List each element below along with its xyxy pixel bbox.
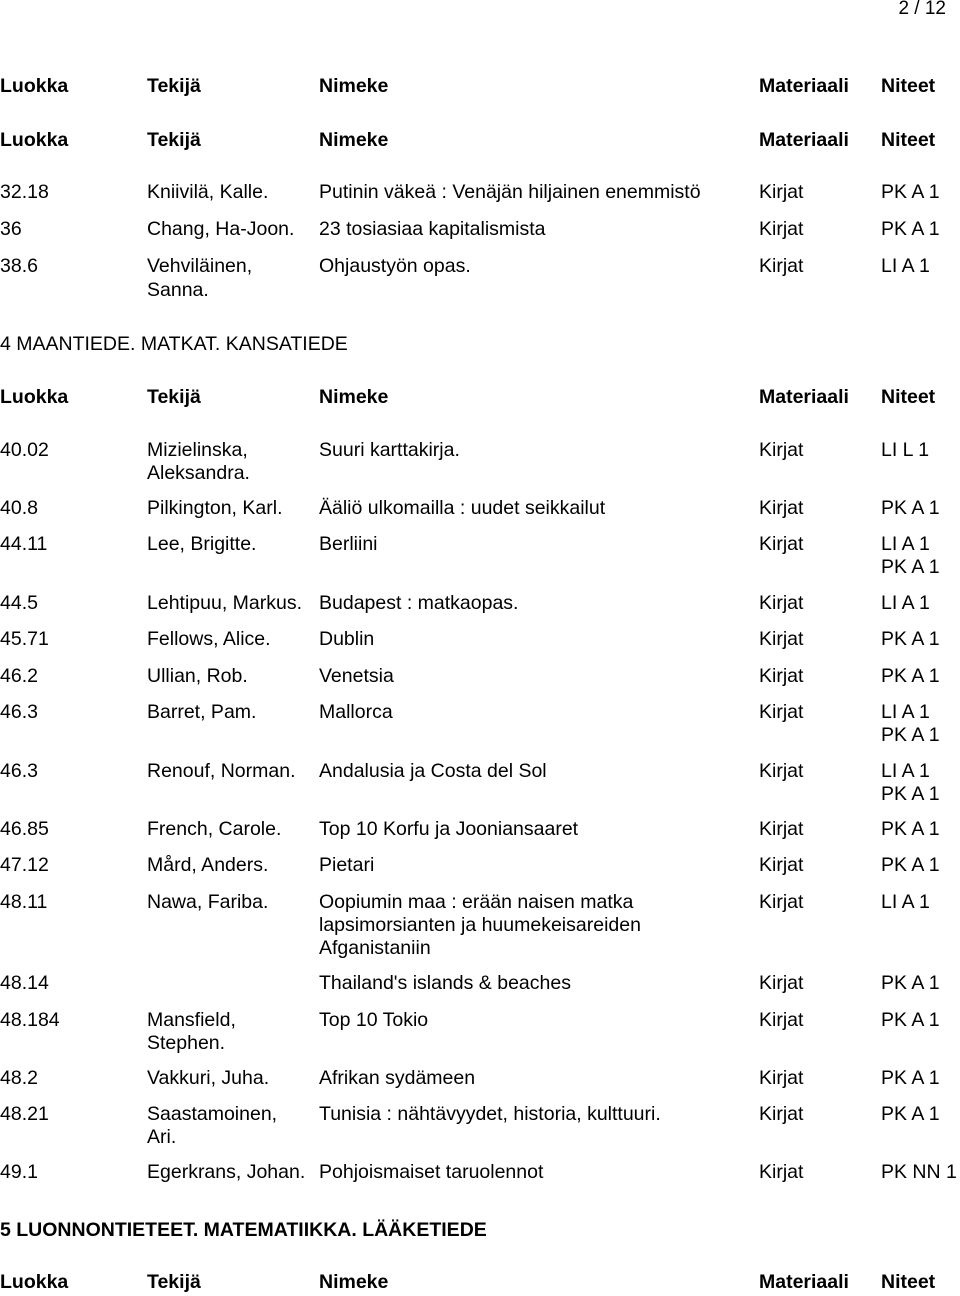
cell-materiaali: Kirjat (759, 818, 804, 840)
cell-nimeke: Mallorca (319, 701, 393, 723)
table-row (0, 591, 960, 615)
cell-niteet: LI A 1 (881, 891, 930, 913)
cell-luokka: 48.11 (0, 891, 48, 913)
cell-luokka: 46.85 (0, 818, 49, 840)
cell-luokka: 48.21 (0, 1103, 49, 1125)
cell-nimeke: Tunisia : nähtävyydet, historia, kulttuuri. (319, 1103, 661, 1125)
cell-nimeke: Putinin väkeä : Venäjän hiljainen enemmistö (319, 181, 701, 203)
cell-nimeke: Venetsia (319, 665, 394, 687)
cell-niteet: LI A 1 (881, 255, 930, 277)
table-row (0, 1008, 960, 1054)
cell-luokka: 40.02 (0, 439, 49, 461)
cell-tekija-cont: Ari. (147, 1126, 177, 1148)
cell-tekija: Lehtipuu, Markus. (147, 592, 303, 614)
header-niteet: Niteet (881, 386, 936, 408)
cell-luokka: 36 (0, 218, 22, 240)
cell-materiaali: Kirjat (759, 218, 804, 240)
cell-niteet: PK A 1 (881, 854, 940, 876)
cell-tekija: Mård, Anders. (147, 854, 269, 876)
section-heading: 5 LUONNONTIETEET. MATEMATIIKKA. LÄÄKETIEDE (0, 1219, 487, 1241)
header-tekija: Tekijä (147, 75, 201, 97)
cell-luokka: 40.8 (0, 497, 38, 519)
cell-materiaali: Kirjat (759, 701, 804, 723)
cell-nimeke: Thailand's islands & beaches (319, 972, 571, 994)
cell-niteet: PK A 1 (881, 1067, 940, 1089)
cell-tekija: Fellows, Alice. (147, 628, 271, 650)
header-tekija: Tekijä (147, 129, 201, 151)
cell-nimeke: Oopiumin maa : erään naisen matka (319, 891, 634, 913)
cell-materiaali: Kirjat (759, 439, 804, 461)
header-materiaali: Materiaali (759, 1271, 849, 1293)
header-nimeke: Nimeke (319, 129, 389, 151)
table-row (0, 180, 960, 204)
cell-nimeke-cont: Afganistaniin (319, 937, 431, 959)
cell-nimeke: Budapest : matkaopas. (319, 592, 519, 614)
cell-niteet: PK A 1 (881, 218, 940, 240)
cell-luokka: 48.184 (0, 1009, 60, 1031)
cell-tekija: Nawa, Fariba. (147, 891, 269, 913)
header-nimeke: Nimeke (319, 386, 389, 408)
table-row (0, 217, 960, 241)
cell-niteet: PK A 1 (881, 972, 940, 994)
cell-materiaali: Kirjat (759, 1067, 804, 1089)
cell-niteet: PK NN 1 (881, 1161, 957, 1183)
cell-tekija: Pilkington, Karl. (147, 497, 283, 519)
table-header (0, 1270, 960, 1294)
cell-nimeke: Top 10 Tokio (319, 1009, 429, 1031)
cell-luokka: 46.2 (0, 665, 38, 687)
table-row (0, 664, 960, 688)
cell-nimeke: Dublin (319, 628, 375, 650)
cell-luokka: 44.5 (0, 592, 38, 614)
cell-niteet-cont: PK A 1 (881, 783, 940, 805)
header-niteet: Niteet (881, 129, 936, 151)
table-row (0, 890, 960, 959)
cell-niteet: PK A 1 (881, 181, 940, 203)
header-luokka: Luokka (0, 129, 69, 151)
table-row (0, 532, 960, 578)
cell-luokka: 44.11 (0, 533, 48, 555)
cell-materiaali: Kirjat (759, 497, 804, 519)
cell-nimeke: Top 10 Korfu ja Jooniansaaret (319, 818, 579, 840)
cell-materiaali: Kirjat (759, 255, 804, 277)
header-nimeke: Nimeke (319, 1271, 389, 1293)
table-row (0, 700, 960, 746)
table-header (0, 385, 960, 409)
cell-niteet: PK A 1 (881, 628, 940, 650)
cell-luokka: 46.3 (0, 701, 38, 723)
cell-luokka: 48.14 (0, 972, 49, 994)
cell-nimeke: 23 tosiasiaa kapitalismista (319, 218, 546, 240)
cell-materiaali: Kirjat (759, 972, 804, 994)
table-row (0, 971, 960, 995)
cell-niteet-cont: PK A 1 (881, 556, 940, 578)
cell-materiaali: Kirjat (759, 533, 804, 555)
cell-materiaali: Kirjat (759, 1009, 804, 1031)
cell-niteet: PK A 1 (881, 1009, 940, 1031)
cell-niteet: LI A 1 (881, 592, 930, 614)
cell-niteet: PK A 1 (881, 1103, 940, 1125)
cell-luokka: 47.12 (0, 854, 49, 876)
cell-tekija: French, Carole. (147, 818, 282, 840)
cell-nimeke-cont: lapsimorsianten ja huumekeisareiden (319, 914, 641, 936)
cell-luokka: 32.18 (0, 181, 49, 203)
header-niteet: Niteet (881, 75, 936, 97)
table-header (0, 128, 960, 152)
cell-tekija: Saastamoinen, (147, 1103, 278, 1125)
header-luokka: Luokka (0, 386, 69, 408)
section-heading: 4 MAANTIEDE. MATKAT. KANSATIEDE (0, 333, 348, 355)
cell-materiaali: Kirjat (759, 181, 804, 203)
cell-nimeke: Andalusia ja Costa del Sol (319, 760, 547, 782)
header-niteet: Niteet (881, 1271, 936, 1293)
cell-tekija: Ullian, Rob. (147, 665, 248, 687)
cell-nimeke: Ääliö ulkomailla : uudet seikkailut (319, 497, 606, 519)
header-nimeke: Nimeke (319, 75, 389, 97)
cell-tekija: Vehviläinen, (147, 255, 253, 277)
cell-luokka: 48.2 (0, 1067, 38, 1089)
cell-tekija: Barret, Pam. (147, 701, 257, 723)
cell-luokka: 49.1 (0, 1161, 38, 1183)
cell-tekija-cont: Stephen. (147, 1032, 226, 1054)
cell-nimeke: Berliini (319, 533, 378, 555)
table-header (0, 74, 960, 98)
cell-niteet-cont: PK A 1 (881, 724, 940, 746)
cell-tekija: Renouf, Norman. (147, 760, 296, 782)
header-tekija: Tekijä (147, 1271, 201, 1293)
cell-tekija: Mizielinska, (147, 439, 248, 461)
table-row (0, 817, 960, 841)
page-number: 2 / 12 (898, 0, 946, 19)
cell-materiaali: Kirjat (759, 628, 804, 650)
cell-nimeke: Suuri karttakirja. (319, 439, 460, 461)
cell-materiaali: Kirjat (759, 592, 804, 614)
table-row (0, 759, 960, 805)
cell-nimeke: Pietari (319, 854, 375, 876)
cell-tekija: Mansfield, (147, 1009, 236, 1031)
cell-materiaali: Kirjat (759, 1161, 804, 1183)
cell-niteet: LI A 1 (881, 760, 930, 782)
cell-luokka: 38.6 (0, 255, 38, 277)
cell-niteet: PK A 1 (881, 497, 940, 519)
header-luokka: Luokka (0, 1271, 69, 1293)
cell-niteet: LI A 1 (881, 701, 930, 723)
table-row (0, 1160, 960, 1184)
header-materiaali: Materiaali (759, 386, 849, 408)
header-luokka: Luokka (0, 75, 69, 97)
cell-tekija: Egerkrans, Johan. (147, 1161, 306, 1183)
table-row (0, 496, 960, 520)
cell-materiaali: Kirjat (759, 665, 804, 687)
cell-materiaali: Kirjat (759, 854, 804, 876)
header-materiaali: Materiaali (759, 129, 849, 151)
cell-nimeke: Ohjaustyön opas. (319, 255, 471, 277)
cell-luokka: 45.71 (0, 628, 49, 650)
cell-luokka: 46.3 (0, 760, 38, 782)
header-materiaali: Materiaali (759, 75, 849, 97)
cell-materiaali: Kirjat (759, 891, 804, 913)
cell-materiaali: Kirjat (759, 1103, 804, 1125)
table-row (0, 853, 960, 877)
cell-tekija: Vakkuri, Juha. (147, 1067, 270, 1089)
header-tekija: Tekijä (147, 386, 201, 408)
table-row (0, 254, 960, 301)
cell-niteet: LI A 1 (881, 533, 930, 555)
cell-tekija-cont: Aleksandra. (147, 462, 250, 484)
cell-tekija-cont: Sanna. (147, 279, 209, 301)
cell-niteet: LI L 1 (881, 439, 930, 461)
cell-tekija: Lee, Brigitte. (147, 533, 257, 555)
table-row (0, 438, 960, 484)
cell-niteet: PK A 1 (881, 665, 940, 687)
table-row (0, 1066, 960, 1090)
cell-niteet: PK A 1 (881, 818, 940, 840)
table-row (0, 1102, 960, 1148)
cell-materiaali: Kirjat (759, 760, 804, 782)
cell-nimeke: Afrikan sydämeen (319, 1067, 476, 1089)
cell-nimeke: Pohjoismaiset taruolennot (319, 1161, 544, 1183)
table-row (0, 627, 960, 651)
cell-tekija: Kniivilä, Kalle. (147, 181, 269, 203)
cell-tekija: Chang, Ha-Joon. (147, 218, 295, 240)
